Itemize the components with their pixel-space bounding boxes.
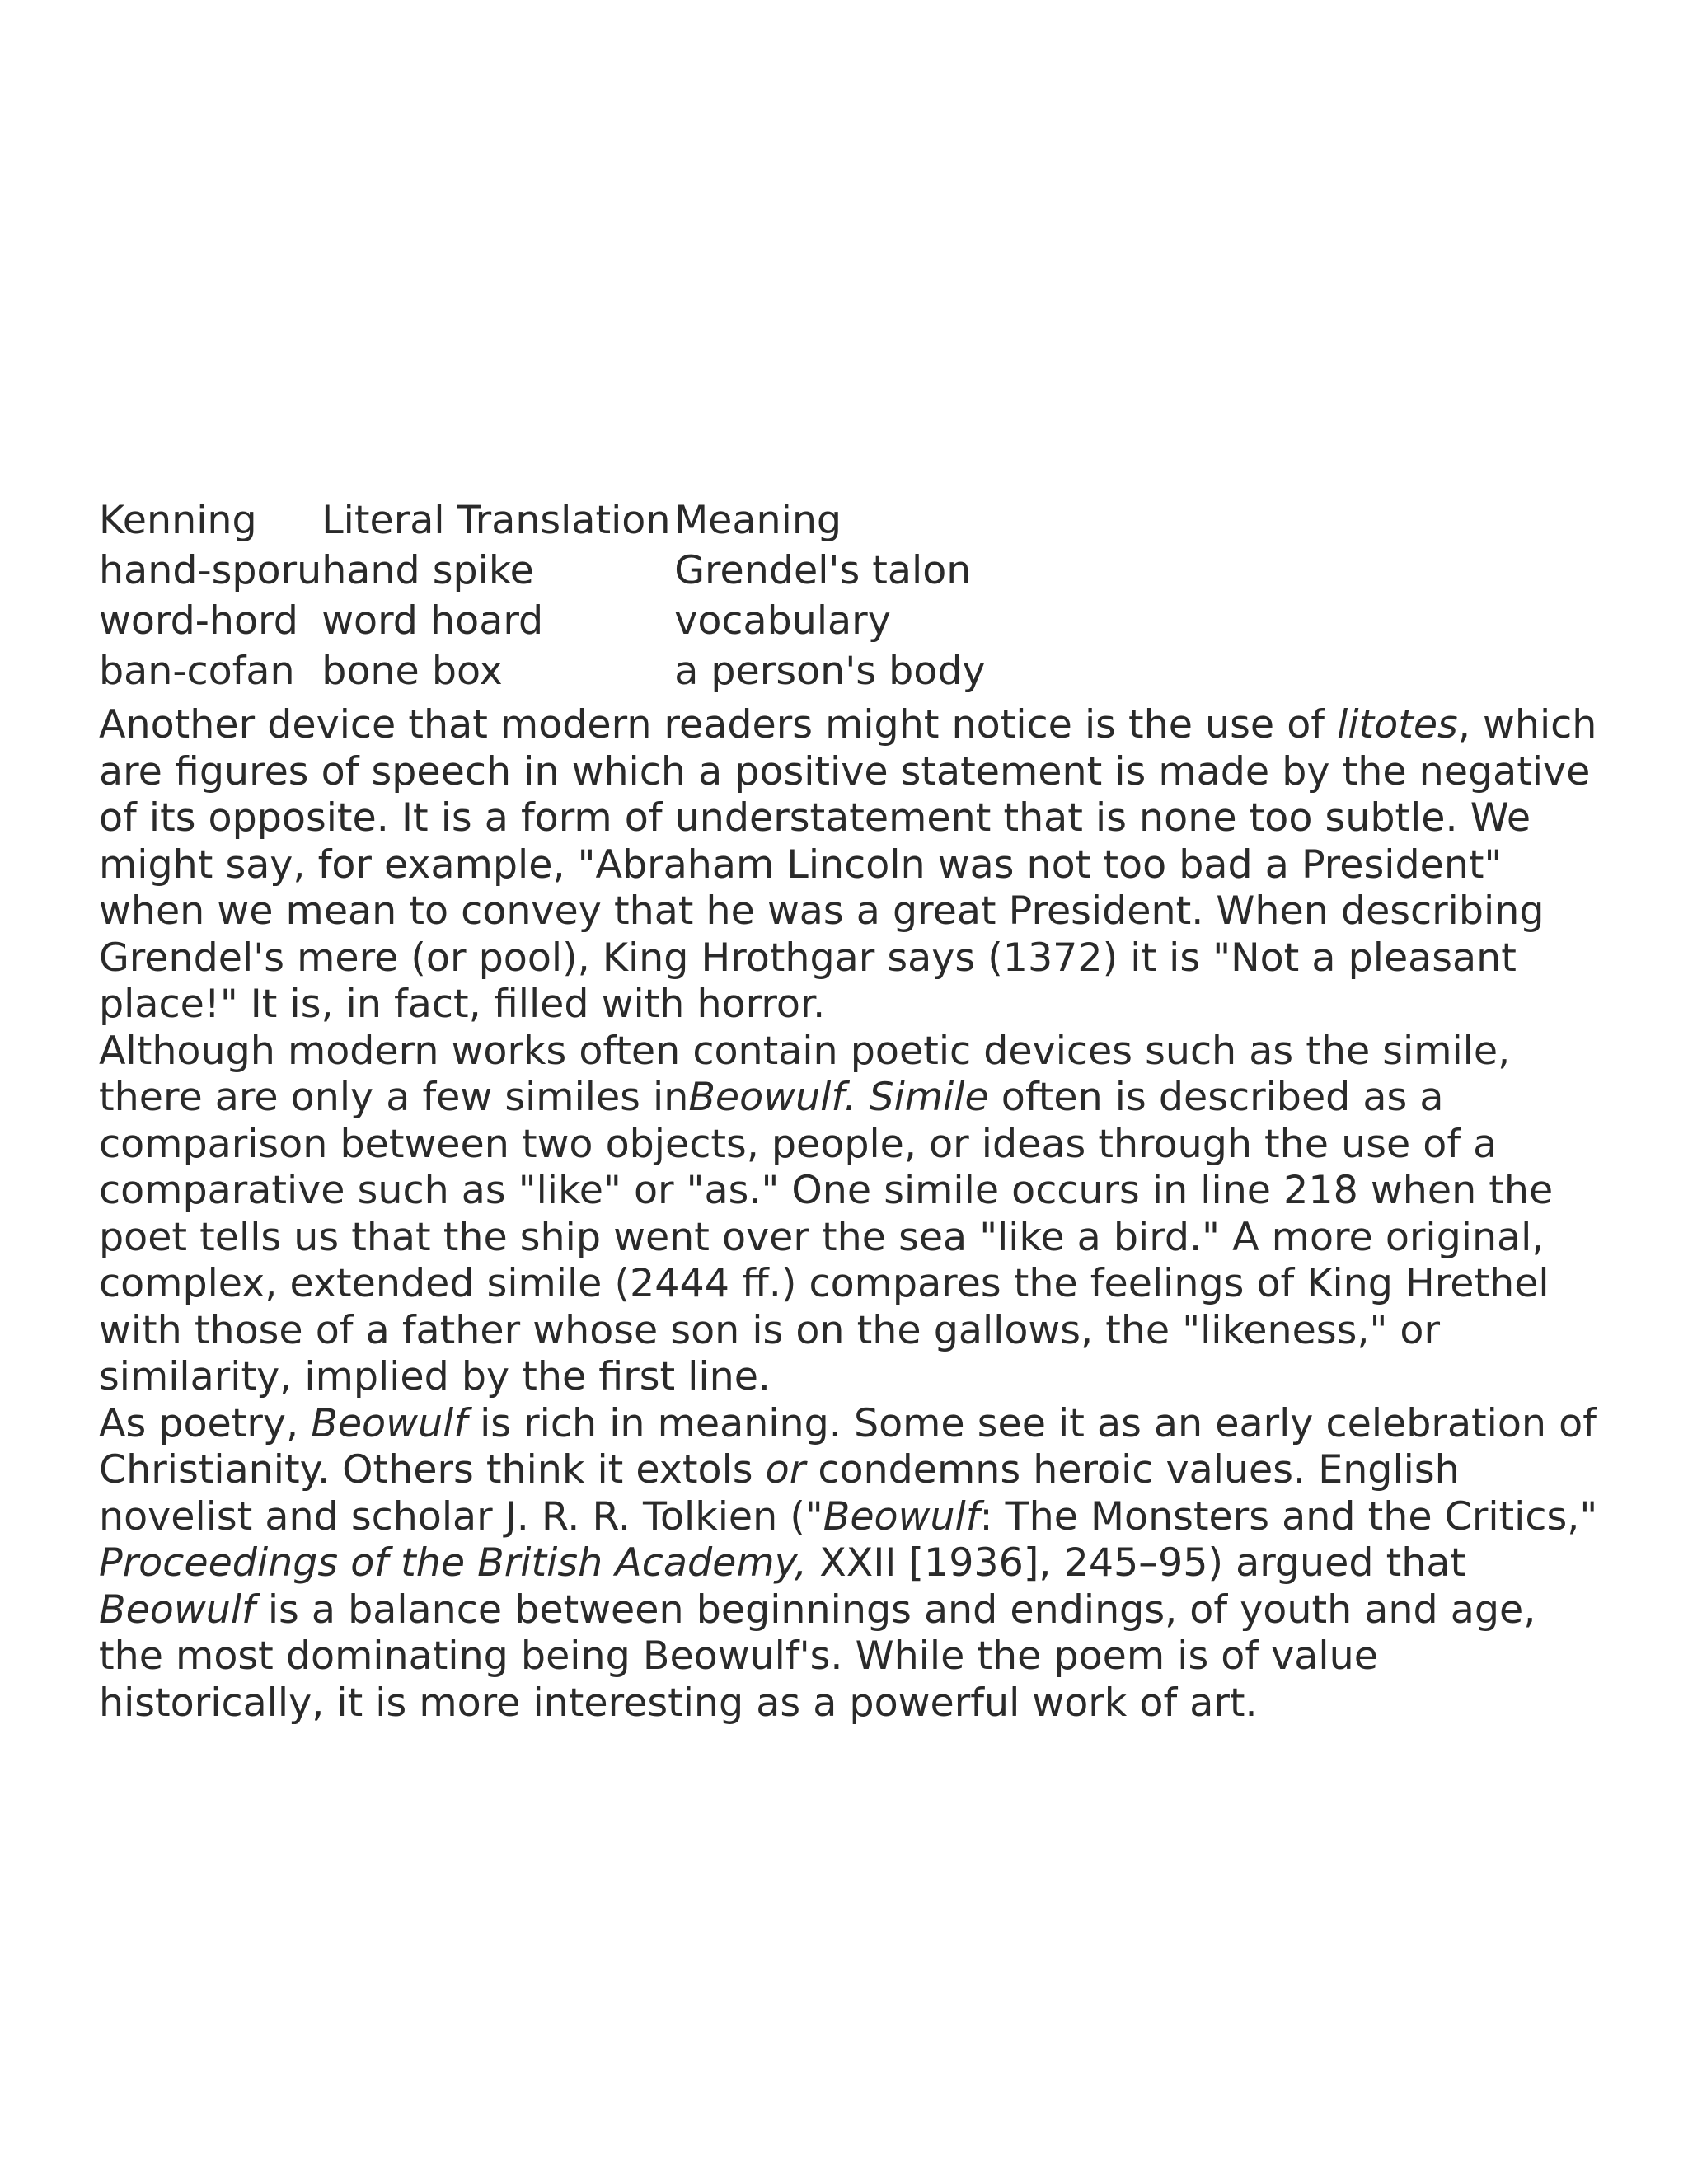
italic-term: litotes: [1337, 702, 1458, 748]
document-page: [99, 496, 1599, 1727]
paragraph-simile: [99, 1029, 1599, 1401]
text-run: : The Monsters and the Critics,": [979, 1493, 1598, 1540]
table-row: [99, 597, 1004, 647]
kenning-cell: word-hord: [99, 598, 298, 644]
kenning-cell: hand-sporu: [99, 548, 322, 594]
literal-translation-cell: word hoard: [321, 598, 544, 644]
column-header-literal-translation: Literal Translation: [321, 498, 671, 544]
literal-translation-cell: hand spike: [321, 548, 534, 594]
text-run: XXII [1936], 245–95) argued that: [807, 1540, 1466, 1586]
italic-term: Beowulf. Simile: [688, 1075, 989, 1120]
table-row: [99, 647, 1004, 697]
text-run: often is described as a comparison between two objects, people, or ideas through the use of a comparative such as "like" or "as." One simile occurs in line 218 when the poet tells us that the ship went over the sea "like a bird." A more original, complex, extended simile (2444 ff.) compares the feelings of King Hrethel with those of a father whose son is on the gallows, the "likeness," or similarity, implied by the first line.: [99, 1075, 1554, 1399]
text-run: Although modern works often contain poetic devices such as the simile, there are only a few similes in: [99, 1028, 1511, 1120]
italic-term: Beowulf: [823, 1493, 980, 1540]
italic-title: Proceedings of the British Academy,: [99, 1540, 808, 1586]
meaning-cell: vocabulary: [674, 598, 891, 644]
text-run: As poetry,: [99, 1400, 312, 1446]
kenning-table: [99, 496, 1004, 697]
literal-translation-cell: bone box: [321, 649, 503, 695]
paragraph-litotes: [99, 702, 1599, 1029]
column-header-kenning: Kenning: [99, 498, 257, 544]
kenning-cell: ban-cofan: [99, 649, 295, 695]
text-run: Another device that modern readers might notice is the use of: [99, 702, 1338, 748]
text-run: , which are figures of speech in which a positive statement is made by the negative of its opposite. It is a form of understatement that is none too subtle. We might say, for example, "Abraham Lincoln was not too bad a President" when we mean to convey that he was a great President. When describing Grendel's mere (or pool), King Hrothgar says (1372) it is "Not a pleasant place!" It is, in fact, filled with horror.: [99, 702, 1597, 1027]
italic-term: Beowulf: [99, 1586, 256, 1633]
paragraph-poetry: [99, 1401, 1599, 1727]
text-run: condemns heroic values. English novelist and scholar J. R. R. Tolkien (": [99, 1447, 1460, 1540]
table-row: [99, 546, 1004, 597]
italic-term: Beowulf: [311, 1400, 467, 1446]
column-header-meaning: Meaning: [674, 498, 842, 544]
italic-term: or: [765, 1447, 806, 1493]
table-header-row: [99, 496, 1004, 546]
meaning-cell: a person's body: [674, 649, 986, 695]
text-run: is rich in meaning. Some see it as an early celebration of Christianity. Others think it extols: [99, 1400, 1597, 1493]
text-run: is a balance between beginnings and endings, of youth and age, the most dominating being Beowulf's. While the poem is of value historically, it is more interesting as a powerful work of art.: [99, 1586, 1536, 1726]
meaning-cell: Grendel's talon: [674, 548, 972, 594]
